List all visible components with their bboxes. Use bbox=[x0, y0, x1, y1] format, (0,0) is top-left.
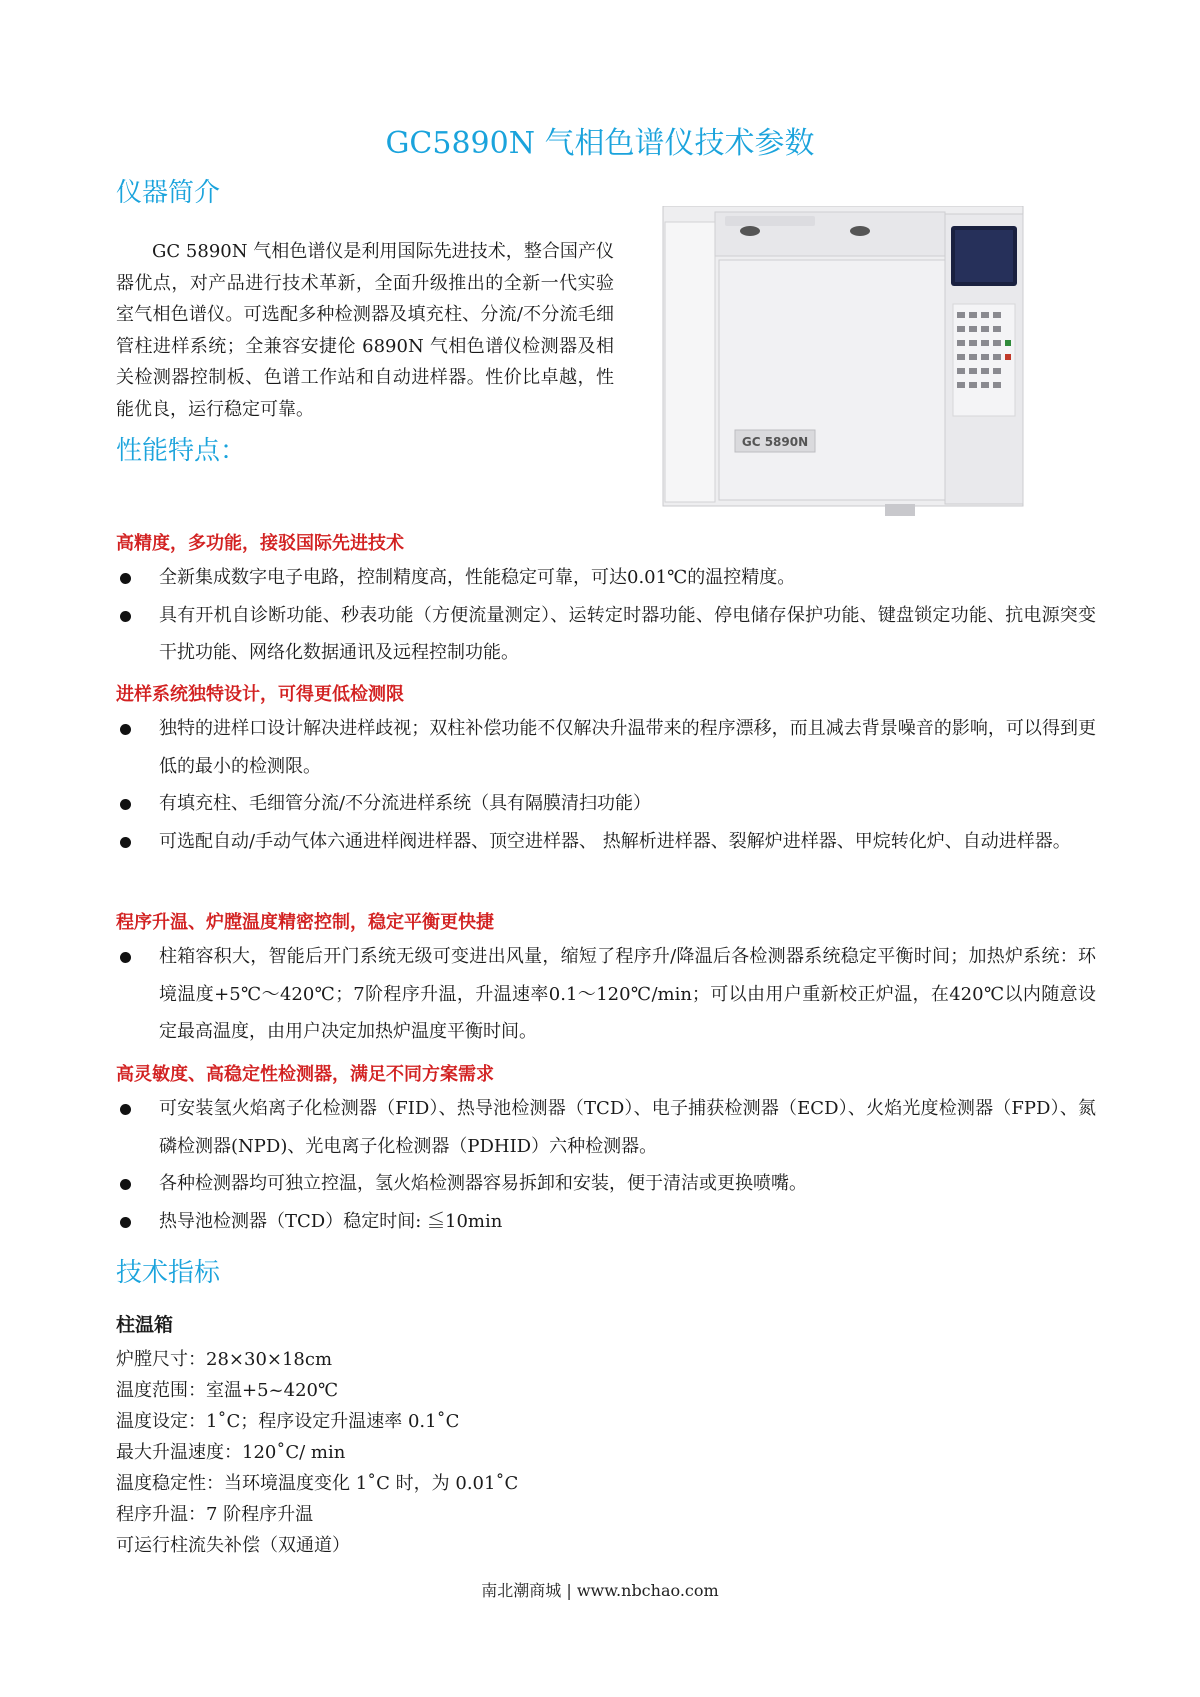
bullet-icon bbox=[120, 573, 131, 584]
spec-line: 可运行柱流失补偿（双通道） bbox=[116, 1535, 350, 1556]
spec-line: 程序升温：7 阶程序升温 bbox=[116, 1504, 314, 1525]
list-item: 可选配自动/手动气体六通进样阀进样器、顶空进样器、 热解析进样器、裂解炉进样器、甲烷转化炉、自动进样器。 bbox=[116, 823, 1096, 861]
bullet-icon bbox=[120, 952, 131, 963]
bullet-icon bbox=[120, 837, 131, 848]
section-heading-tech: 技术指标 bbox=[116, 1258, 221, 1288]
list-item: 全新集成数字电子电路，控制精度高，性能稳定可靠，可达0.01℃的温控精度。 bbox=[116, 559, 1096, 597]
page-title: GC5890N 气相色谱仪技术参数 bbox=[385, 126, 815, 161]
intro-paragraph: GC 5890N 气相色谱仪是利用国际先进技术，整合国产仪器优点，对产品进行技术革新，全面升级推出的全新一代实验室气相色谱仪。可选配多种检测器及填充柱、分流/不分流毛细管柱进样系统；全兼容安捷伦 6890N 气相色谱仪检测器及相关检测器控制板、色谱工作站和自动进样器。性价比卓越，性能优良，运行稳定可靠。 bbox=[116, 241, 614, 420]
list-item: 有填充柱、毛细管分流/不分流进样系统（具有隔膜清扫功能） bbox=[116, 785, 1096, 823]
section-heading-intro: 仪器简介 bbox=[116, 178, 221, 208]
feature-group-heading: 高灵敏度、高稳定性检测器，满足不同方案需求 bbox=[116, 1064, 494, 1085]
spec-title: 柱温箱 bbox=[116, 1314, 174, 1336]
list-item: 各种检测器均可独立控温，氢火焰检测器容易拆卸和安装，便于清洁或更换喷嘴。 bbox=[116, 1165, 1096, 1203]
feature-group-heading: 程序升温、炉膛温度精密控制，稳定平衡更快捷 bbox=[116, 912, 494, 933]
list-item: 具有开机自诊断功能、秒表功能（方便流量测定）、运转定时器功能、停电储存保护功能、键盘锁定功能、抗电源突变干扰功能、网络化数据通讯及远程控制功能。 bbox=[116, 597, 1096, 672]
bullet-icon bbox=[120, 1217, 131, 1228]
feature-list bbox=[116, 559, 1096, 672]
feature-group-heading: 高精度，多功能，接驳国际先进技术 bbox=[116, 533, 404, 554]
feature-group-heading: 进样系统独特设计，可得更低检测限 bbox=[116, 684, 404, 705]
bullet-icon bbox=[120, 799, 131, 810]
feature-list bbox=[116, 710, 1096, 860]
list-item: 柱箱容积大，智能后开门系统无级可变进出风量，缩短了程序升/降温后各检测器系统稳定平衡时间；加热炉系统：环境温度+5℃～420℃；7阶程序升温，升温速率0.1～120℃/min；可以由用户重新校正炉温，在420℃以内随意设定最高温度，由用户决定加热炉温度平衡时间。 bbox=[116, 938, 1096, 1051]
spec-line: 温度范围：室温+5~420℃ bbox=[116, 1380, 339, 1401]
list-item: 独特的进样口设计解决进样歧视；双柱补偿功能不仅解决升温带来的程序漂移，而且减去背景噪音的影响，可以得到更低的最小的检测限。 bbox=[116, 710, 1096, 785]
bullet-icon bbox=[120, 1104, 131, 1115]
feature-list bbox=[116, 938, 1096, 1051]
page-footer: 南北潮商城 | www.nbchao.com bbox=[481, 1581, 719, 1600]
list-item: 热导池检测器（TCD）稳定时间: ≦10min bbox=[116, 1203, 1096, 1241]
product-badge: GC 5890N bbox=[741, 435, 809, 449]
section-heading-features: 性能特点： bbox=[116, 436, 247, 466]
feature-list bbox=[116, 1090, 1096, 1240]
bullet-icon bbox=[120, 724, 131, 735]
bullet-icon bbox=[120, 1179, 131, 1190]
list-item: 可安装氢火焰离子化检测器（FID）、热导池检测器（TCD）、电子捕获检测器（ECD）、火焰光度检测器（FPD）、氮磷检测器(NPD)、光电离子化检测器（PDHID）六种检测器。 bbox=[116, 1090, 1096, 1165]
spec-line: 温度设定：1˚C；程序设定升温速率 0.1˚C bbox=[116, 1411, 460, 1432]
bullet-icon bbox=[120, 611, 131, 622]
spec-line: 温度稳定性：当环境温度变化 1˚C 时，为 0.01˚C bbox=[116, 1473, 519, 1494]
spec-line: 最大升温速度：120˚C/ min bbox=[116, 1442, 346, 1463]
spec-line: 炉膛尺寸：28×30×18cm bbox=[116, 1349, 333, 1370]
product-image bbox=[655, 206, 1075, 530]
